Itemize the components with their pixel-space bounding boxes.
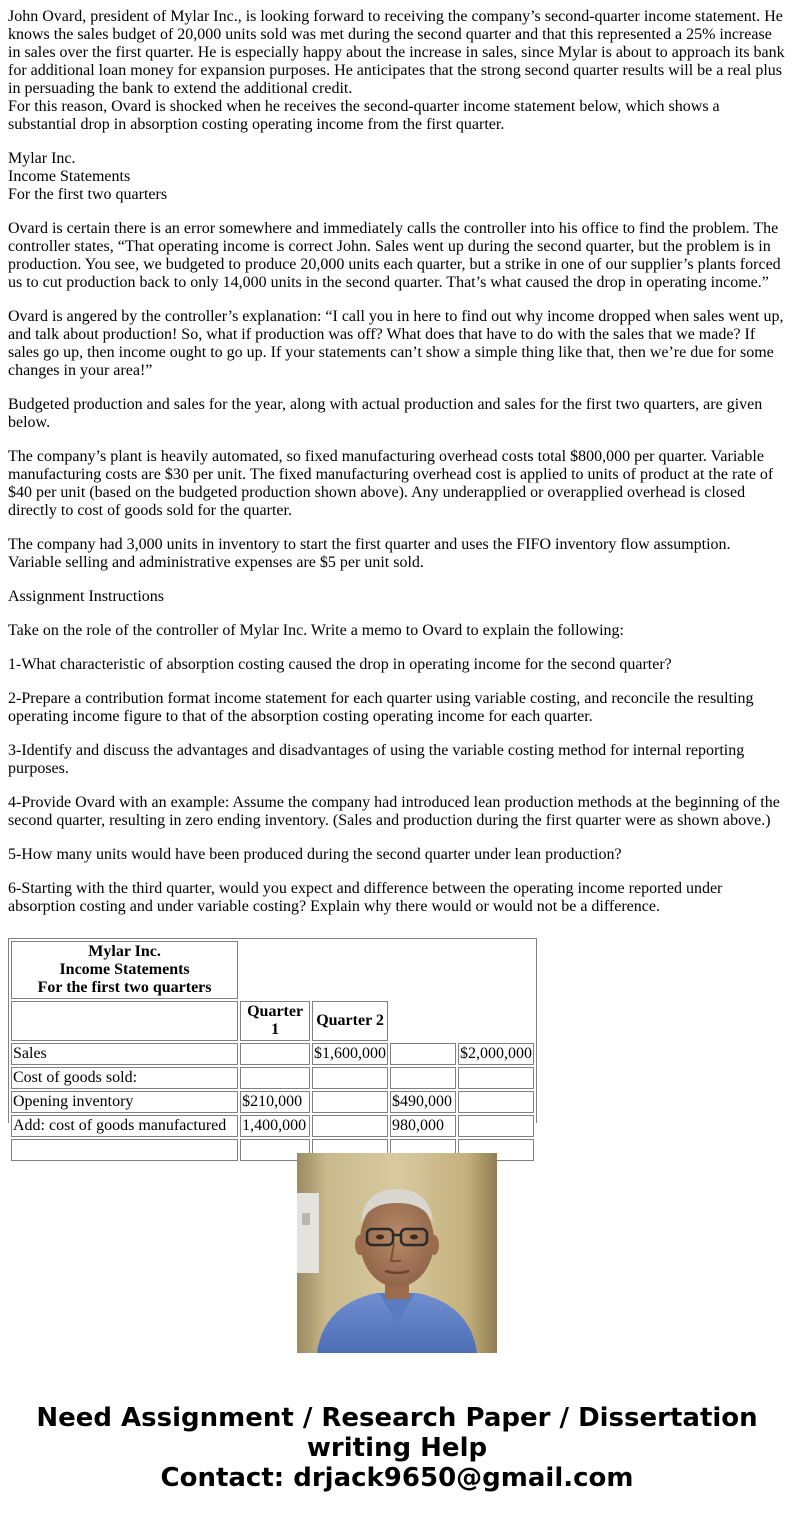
promo-line-2: writing Help xyxy=(306,1433,488,1463)
cell: 980,000 xyxy=(390,1115,456,1137)
controller-explanation-paragraph: Ovard is certain there is an error somewhere and immediately calls the controller into his office to find the problem. The controller states, “That operating income is correct John. Sales went up during the second quarter, but the problem is in production. You see, we budgeted to produce 20,000 units each quarter, but a strike in one of our supplier’s plants forced us to cut production back to only 14,000 units in the second quarter. That’s what caused the drop in operating income.” xyxy=(8,220,781,291)
overhead-paragraph: The company’s plant is heavily automated, so fixed manufacturing overhead costs total $800,000 per quarter. Variable manufacturing costs are $30 per unit. The fixed manufacturing overhead cost is applied to units of product at the rate of $40 per unit (based on the budgeted production shown above). Any underapplied or overapplied overhead is closed directly to cost of goods sold for the quarter. xyxy=(8,448,774,519)
statement-title: Income Statements xyxy=(8,168,131,185)
cell: $490,000 xyxy=(390,1091,456,1113)
table-title-company: Mylar Inc. xyxy=(88,943,161,960)
company-name: Mylar Inc. xyxy=(8,150,76,167)
question-4: 4-Provide Ovard with an example: Assume the company had introduced lean production methods at the beginning of the second quarter, resulting in zero ending inventory. (Sales and production during the first quarter were as shown above.) xyxy=(8,794,780,829)
cell xyxy=(312,1115,388,1137)
cell xyxy=(312,1067,388,1089)
assignment-heading: Assignment Instructions xyxy=(8,588,164,605)
cell xyxy=(458,1067,534,1089)
promo-banner xyxy=(0,1403,794,1493)
table-row xyxy=(11,1067,534,1089)
row-label: Add: cost of goods manufactured xyxy=(11,1115,238,1137)
income-statement-table-frame xyxy=(8,938,537,1134)
promo-line-1: Need Assignment / Research Paper / Dissertation xyxy=(36,1403,758,1433)
inventory-paragraph: The company had 3,000 units in inventory to start the first quarter and uses the FIFO inventory flow assumption. Variable selling and administrative expenses are $5 per unit sold. xyxy=(8,536,731,571)
cell xyxy=(390,1043,456,1065)
column-header-quarter-2: Quarter 2 xyxy=(312,1001,388,1041)
document-body xyxy=(8,8,786,932)
row-label: Cost of goods sold: xyxy=(11,1067,238,1089)
cell xyxy=(390,1067,456,1089)
table-title-statement: Income Statements xyxy=(59,961,190,978)
row-label: Opening inventory xyxy=(11,1091,238,1113)
cell xyxy=(240,1067,310,1089)
table-row xyxy=(11,1091,534,1113)
question-6: 6-Starting with the third quarter, would you expect and difference between the operating income reported under absorption costing and under variable costing? Explain why there would or would not be a difference. xyxy=(8,880,723,915)
assignment-intro: Take on the role of the controller of Mylar Inc. Write a memo to Ovard to explain the following: xyxy=(8,622,624,639)
avatar-portrait-image xyxy=(297,1153,497,1353)
statement-heading xyxy=(8,150,786,204)
cell: $1,600,000 xyxy=(312,1043,388,1065)
question-1: 1-What characteristic of absorption costing caused the drop in operating income for the second quarter? xyxy=(8,656,672,673)
table-row xyxy=(11,1043,534,1065)
table-header-row xyxy=(11,1001,534,1041)
intro-paragraph-1: John Ovard, president of Mylar Inc., is looking forward to receiving the company’s second-quarter income statement. He knows the sales budget of 20,000 units sold was met during the second quarter and that this represented a 25% increase in sales over the first quarter. He is especially happy about the increase in sales, since Mylar is about to approach its bank for additional loan money for expansion purposes. He anticipates that the strong second quarter results will be a real plus in persuading the bank to extend the additional credit. xyxy=(8,8,785,97)
table-title-period: For the first two quarters xyxy=(37,979,212,996)
row-label: Sales xyxy=(11,1043,238,1065)
statement-period: For the first two quarters xyxy=(8,186,168,203)
cell: $210,000 xyxy=(240,1091,310,1113)
column-header-quarter-1: Quarter 1 xyxy=(240,1001,310,1041)
cell xyxy=(458,1115,534,1137)
cell xyxy=(312,1091,388,1113)
promo-contact: Contact: drjack9650@gmail.com xyxy=(160,1463,634,1493)
table-header-empty xyxy=(11,1001,238,1041)
ovard-response-paragraph: Ovard is angered by the controller’s explanation: “I call you in here to find out why income dropped when sales went up, and talk about production! So, what if production was off? What does that have to do with the sales that we made? If sales go up, then income ought to go up. If your statements can’t show a simple thing like that, then we’re due for some changes in your area!” xyxy=(8,308,784,379)
budget-paragraph: Budgeted production and sales for the year, along with actual production and sales for the first two quarters, are given below. xyxy=(8,396,763,431)
question-3: 3-Identify and discuss the advantages and disadvantages of using the variable costing method for internal reporting purposes. xyxy=(8,742,745,777)
question-5: 5-How many units would have been produced during the second quarter under lean production? xyxy=(8,846,622,863)
avatar xyxy=(297,1153,497,1353)
cell xyxy=(458,1091,534,1113)
row-label xyxy=(11,1139,238,1161)
intro-paragraph-2: For this reason, Ovard is shocked when he receives the second-quarter income statement below, which shows a substantial drop in absorption costing operating income from the first quarter. xyxy=(8,98,720,133)
cell xyxy=(240,1043,310,1065)
cell: 1,400,000 xyxy=(240,1115,310,1137)
question-2: 2-Prepare a contribution format income statement for each quarter using variable costing, and reconcile the resulting operating income figure to that of the absorption costing operating income for each quarter. xyxy=(8,690,754,725)
cell: $2,000,000 xyxy=(458,1043,534,1065)
table-title-cell xyxy=(11,941,238,999)
table-title-row xyxy=(11,941,534,999)
table-row xyxy=(11,1115,534,1137)
income-statement-table xyxy=(9,939,536,1163)
